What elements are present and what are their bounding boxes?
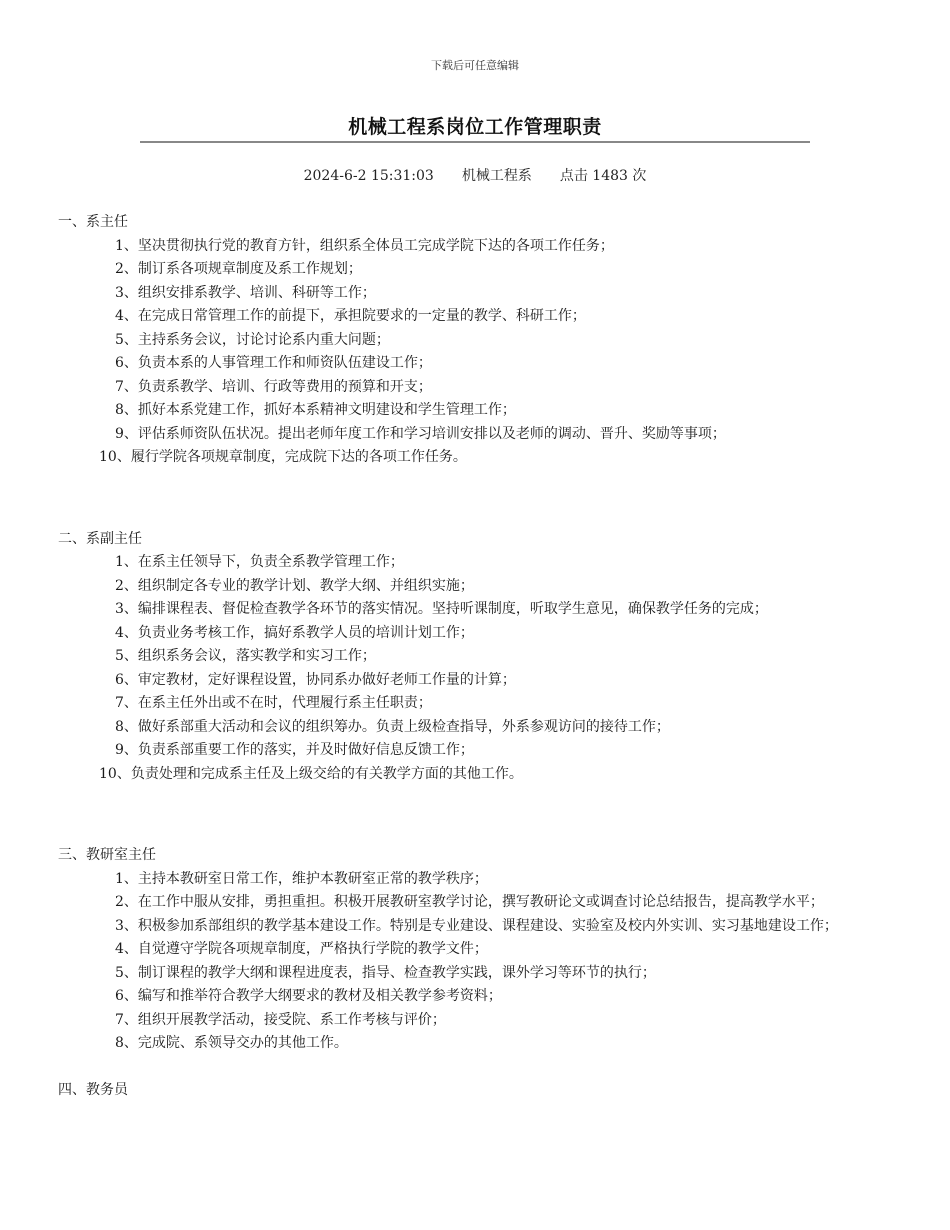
list-item: 7、负责系教学、培训、行政等费用的预算和开支； xyxy=(115,378,432,395)
title-underline xyxy=(140,141,810,143)
list-item: 3、组织安排系教学、培训、科研等工作； xyxy=(115,284,376,301)
list-item: 9、负责系部重要工作的落实，并及时做好信息反馈工作； xyxy=(115,742,474,758)
list-item: 6、审定教材，定好课程设置，协同系办做好老师工作量的计算； xyxy=(115,671,516,688)
list-item: 7、组织开展教学活动，接受院、系工作考核与评价； xyxy=(115,1011,446,1028)
section-spacer xyxy=(58,821,890,844)
list-item: 7、在系主任外出或不在时，代理履行系主任职责； xyxy=(115,695,432,711)
meta-datetime: 2024-6-2 15:31:03 xyxy=(303,168,434,184)
list-item: 5、组织系务会议，落实教学和实习工作； xyxy=(115,648,376,664)
meta-clicks: 点击 1483 次 xyxy=(559,168,647,184)
section-spacer xyxy=(58,505,890,528)
list-item: 2、在工作中服从安排，勇担重担。积极开展教研室教学讨论，撰写教研论文或调查讨论总结报告，提高教学水平； xyxy=(115,894,824,910)
list-item: 5、主持系务会议，讨论讨论系内重大问题； xyxy=(115,331,390,348)
document-body xyxy=(58,211,890,1102)
list-item: 1、主持本教研室日常工作，维护本教研室正常的教学秩序； xyxy=(115,870,488,887)
list-item: 8、完成院、系领导交办的其他工作。 xyxy=(115,1035,348,1051)
section-heading: 一、系主任 xyxy=(58,214,128,230)
list-item: 4、负责业务考核工作，搞好系教学人员的培训计划工作； xyxy=(115,624,474,641)
list-item: 8、抓好本系党建工作，抓好本系精神文明建设和学生管理工作； xyxy=(115,402,516,418)
section-spacer xyxy=(58,470,890,505)
article-meta xyxy=(0,165,950,185)
list-item: 3、编排课程表、督促检查教学各环节的落实情况。坚持听课制度，听取学生意见，确保教学任务的完成； xyxy=(115,601,768,617)
list-item: 6、编写和推举符合教学大纲要求的教材及相关教学参考资料； xyxy=(115,988,502,1004)
section-spacer xyxy=(58,786,890,821)
list-item: 10、履行学院各项规章制度，完成院下达的各项工作任务。 xyxy=(99,449,467,465)
list-item: 4、自觉遵守学院各项规章制度，严格执行学院的教学文件； xyxy=(115,941,488,957)
page-header-note: 下载后可任意编辑 xyxy=(431,59,519,72)
meta-department: 机械工程系 xyxy=(461,168,532,184)
section-heading: 四、教务员 xyxy=(58,1081,128,1098)
list-item: 8、做好系部重大活动和会议的组织筹办。负责上级检查指导，外系参观访问的接待工作； xyxy=(115,718,670,735)
list-item: 6、负责本系的人事管理工作和师资队伍建设工作； xyxy=(115,355,432,371)
list-item: 1、坚决贯彻执行党的教育方针，组织系全体员工完成学院下达的各项工作任务； xyxy=(115,237,614,254)
list-item: 5、制订课程的教学大纲和课程进度表，指导、检查教学实践，课外学习等环节的执行； xyxy=(115,964,656,981)
list-item: 3、积极参加系部组织的教学基本建设工作。特别是专业建设、课程建设、实验室及校内外实训、实习基地建设工作； xyxy=(115,917,838,934)
list-item: 1、在系主任领导下，负责全系教学管理工作； xyxy=(115,554,404,570)
list-item: 2、组织制定各专业的教学计划、教学大纲、并组织实施； xyxy=(115,577,474,594)
list-item: 10、负责处理和完成系主任及上级交给的有关教学方面的其他工作。 xyxy=(99,765,523,782)
section-heading: 三、教研室主任 xyxy=(58,847,156,863)
list-item: 9、评估系师资队伍状况。提出老师年度工作和学习培训安排以及老师的调动、晋升、奖励等事项； xyxy=(115,425,726,442)
document-title: 机械工程系岗位工作管理职责 xyxy=(348,116,602,138)
list-item: 2、制订系各项规章制度及系工作规划； xyxy=(115,261,362,277)
list-item: 4、在完成日常管理工作的前提下，承担院要求的一定量的教学、科研工作； xyxy=(115,308,586,324)
section-spacer xyxy=(58,1056,890,1079)
section-heading: 二、系副主任 xyxy=(58,530,142,547)
